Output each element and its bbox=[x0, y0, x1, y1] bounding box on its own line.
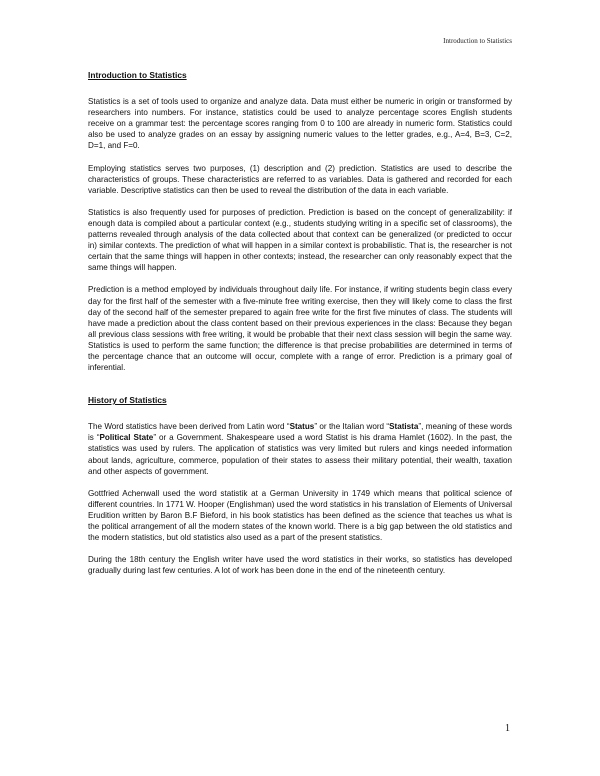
spacer bbox=[88, 406, 512, 421]
text-run: The Word statistics have been derived from Latin word “ bbox=[88, 422, 290, 432]
paragraph-18th-century: During the 18th century the English writer have used the word statistics in their works, so statistics has developed gradually during last few centuries. A lot of work has been done in the end of the nineteenth century. bbox=[88, 555, 512, 576]
paragraph-word-origin bbox=[88, 421, 512, 476]
paragraph-prediction-example: Prediction is a method employed by individuals throughout daily life. For instance, if writing students begin class every day for the first half of the semester with a five-minute free writing exercise, then they will likely come to class the first day of the second half of the semester prepared to again free write for the first five minutes of class. The students will have made a prediction about the class content based on their previous experiences in the class: Because they began all previous class sessions with free writing, it would be probable that their next class session will begin the same way. Statistics is used to perform the same function; the difference is that precise probabilities are determined in terms of the percentage chance that an outcome will occur, complete with a range of error. Prediction is a primary goal of inferential. bbox=[88, 285, 512, 373]
section-heading-history: History of Statistics bbox=[88, 395, 167, 406]
paragraph-definition: Statistics is a set of tools used to organize and analyze data. Data must either be numeric in origin or transformed by researchers into numbers. For instance, statistics could be used to analyze percentage scores English students receive on a grammar test: the percentage scores ranging from 0 to 100 are already in numeric form. Statistics could also be used to analyze grades on an essay by assigning numeric values to the letter grades, e.g., A=4, B=3, C=2, D=1, and F=0. bbox=[88, 97, 512, 151]
text-run: ” or a Government. Shakespeare used a word Statist is his drama Hamlet (1602). In the past, the statistics was used by rulers. The application of statistics was very limited but rulers and kings needed information about lands, agriculture, commerce, population of their states to assess their military potential, their wealth, taxation and other aspects of government. bbox=[88, 433, 513, 476]
paragraph-achenwall: Gottfried Achenwall used the word statistik at a German University in 1749 which means that political science of different countries. In 1771 W. Hooper (Englishman) used the word statistics in his translation of Elements of Universal Erudition written by Baron B.F Bieford, in his book statistics has been defined as the science that teaches us what is the political arrangement of all the modern states of the known world. There is a big gap between the old statistics and the modern statistics, but old statistics also used as a part of the present statistics. bbox=[88, 488, 512, 543]
document-body bbox=[88, 70, 512, 587]
running-header: Introduction to Statistics bbox=[443, 37, 512, 45]
section-heading-introduction: Introduction to Statistics bbox=[88, 70, 187, 80]
bold-term-statista: Statista bbox=[389, 422, 419, 432]
text-run: ”, meaning of these words is “ bbox=[88, 422, 512, 443]
bold-term-political-state: Political State bbox=[99, 433, 154, 443]
bold-term-status: Status bbox=[289, 422, 315, 432]
page-number: 1 bbox=[505, 723, 510, 734]
text-run: ” or the Italian word “ bbox=[314, 422, 390, 432]
paragraph-prediction-concept: Statistics is also frequently used for purposes of prediction. Prediction is based on the concept of generalizability: if enough data is compiled about a particular context (e.g., students studying writing in a specific set of classrooms), the patterns revealed through analysis of the data collected about that context can be generalized (or predicted to occur in) similar contexts. The prediction of what will happen in a similar context is probabilistic. That is, the researcher is not certain that the same things will happen in other contexts; instead, the researcher can only reasonably expect that the same things will happen. bbox=[88, 207, 512, 273]
spacer bbox=[88, 81, 512, 96]
spacer bbox=[88, 384, 512, 395]
paragraph-purposes: Employing statistics serves two purposes, (1) description and (2) prediction. Statistics are used to describe the characteristics of groups. These characteristics are referred to as variables. Data is gathered and recorded for each variable. Descriptive statistics can then be used to reveal the distribution of the data in each variable. bbox=[88, 163, 512, 195]
